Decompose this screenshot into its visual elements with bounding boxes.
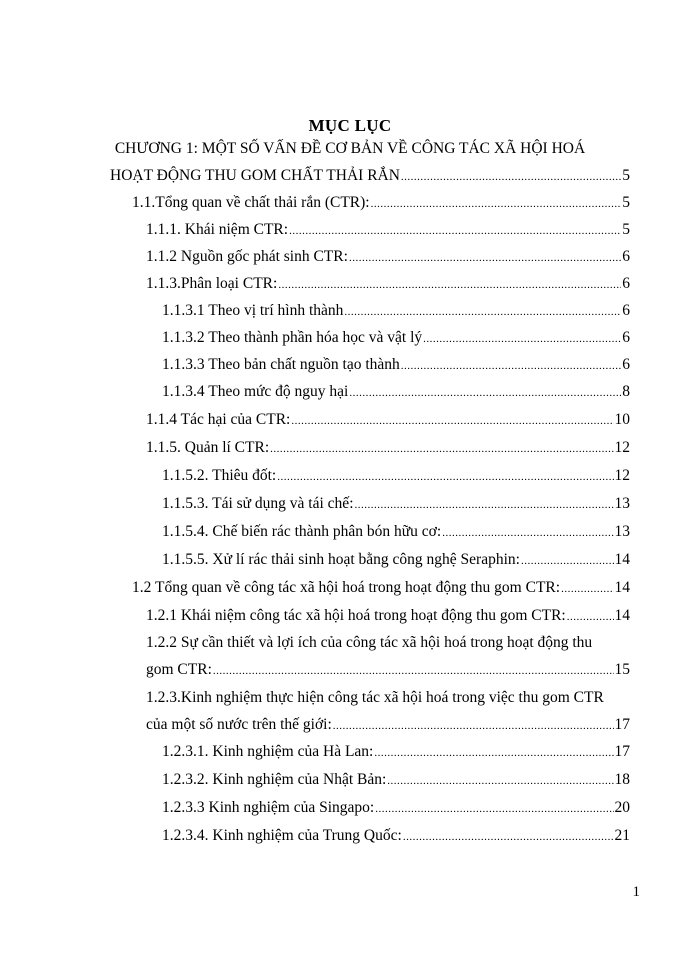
- toc-entry-text: 1.1.3.2 Theo thành phần hóa học và vật lý: [162, 329, 423, 346]
- toc-entry-text: 1.2 Tổng quan về công tác xã hội hoá trong hoạt động thu gom CTR:: [132, 579, 561, 596]
- toc-entry-1-1-3-2: [162, 328, 630, 348]
- toc-entry-1-1: [132, 193, 630, 213]
- toc-entry-page: 18: [614, 771, 630, 788]
- toc-entry-1-2-1: [146, 606, 630, 626]
- toc-entry-text: 1.1.3.4 Theo mức độ nguy hại: [162, 383, 349, 400]
- toc-entry-page: 10: [614, 411, 630, 428]
- toc-entry-page: 17: [614, 716, 630, 733]
- leader-dots: [442, 523, 613, 543]
- toc-entry-text: 1.1.2 Nguồn gốc phát sinh CTR:: [146, 248, 348, 265]
- toc-entry-page: 14: [614, 579, 630, 596]
- leader-dots: [277, 467, 613, 487]
- toc-entry-1-1-3-3: [162, 355, 630, 375]
- toc-entry-text: 1.2.3.4. Kinh nghiệm của Trung Quốc:: [162, 827, 402, 844]
- toc-entry-page: 5: [622, 221, 630, 238]
- leader-dots: [403, 827, 614, 847]
- toc-entry-text: HOẠT ĐỘNG THU GOM CHẤT THẢI RẮN: [110, 167, 400, 184]
- toc-entry-1-1-4: [146, 410, 630, 430]
- toc-entry-text: 1.1.5.5. Xử lí rác thải sinh hoạt bằng công nghệ Seraphin:: [162, 551, 520, 568]
- leader-dots: [561, 579, 613, 599]
- leader-dots: [270, 439, 613, 459]
- leader-dots: [278, 275, 621, 295]
- leader-dots: [401, 356, 621, 376]
- leader-dots: [375, 799, 613, 819]
- toc-entry-1-1-3-4: [162, 382, 630, 402]
- toc-entry-page: 14: [614, 607, 630, 624]
- toc-entry-text: của một số nước trên thế giới:: [146, 716, 332, 733]
- toc-entry-1-2-3-line-1: 1.2.3.Kinh nghiệm thực hiện công tác xã hội hoá trong việc thu gom CTR: [146, 689, 604, 706]
- toc-entry-1-2-3-4: [162, 826, 630, 846]
- toc-entry-page: 5: [622, 167, 630, 184]
- toc-entry-page: 6: [622, 248, 630, 265]
- leader-dots: [423, 329, 621, 349]
- toc-entry-text: 1.1.5.2. Thiêu đốt:: [162, 467, 277, 484]
- leader-dots: [521, 551, 614, 571]
- toc-entry-text: 1.1.4 Tác hại của CTR:: [146, 411, 291, 428]
- toc-entry-text: gom CTR:: [146, 661, 212, 678]
- toc-entry-page: 12: [614, 467, 630, 484]
- leader-dots: [349, 248, 621, 268]
- toc-entry-1-2-3-3: [162, 798, 630, 818]
- leader-dots: [213, 661, 614, 681]
- toc-chapter-1-line-1: CHƯƠNG 1: MỘT SỐ VẤN ĐỀ CƠ BẢN VỀ CÔNG TÁC XÃ HỘI HOÁ: [114, 140, 586, 157]
- toc-entry-chapter-1: [110, 166, 630, 186]
- toc-entry-1-1-3: [146, 274, 630, 294]
- toc-entry-page: 6: [622, 356, 630, 373]
- toc-entry-1-1-5-2: [162, 466, 630, 486]
- toc-entry-page: 13: [614, 495, 630, 512]
- leader-dots: [291, 411, 613, 431]
- leader-dots: [374, 743, 613, 763]
- toc-entry-text: 1.2.3.1. Kinh nghiệm của Hà Lan:: [162, 743, 374, 760]
- toc-entry-1-1-5-3: [162, 494, 630, 514]
- leader-dots: [344, 302, 621, 322]
- toc-entry-page: 20: [614, 799, 630, 816]
- toc-entry-1-2-3-1: [162, 742, 630, 762]
- page-title: MỤC LỤC: [308, 116, 392, 135]
- toc-entry-1-1-5: [146, 438, 630, 458]
- toc-entry-text: 1.1.5.4. Chế biến rác thành phân bón hữu cơ:: [162, 523, 442, 540]
- toc-entry-text: 1.1.Tổng quan về chất thải rắn (CTR):: [132, 194, 370, 211]
- leader-dots: [401, 167, 621, 187]
- leader-dots: [567, 607, 614, 627]
- page-number: 1: [632, 884, 640, 900]
- toc-entry-1-1-1: [146, 220, 630, 240]
- toc-entry-1-2-2: [146, 660, 630, 680]
- toc-entry-1-2-2-line-1: 1.2.2 Sự cần thiết và lợi ích của công tác xã hội hoá trong hoạt động thu: [146, 634, 593, 651]
- toc-entry-1-2-3: [146, 715, 630, 735]
- toc-entry-page: 12: [614, 439, 630, 456]
- toc-entry-page: 14: [614, 551, 630, 568]
- toc-entry-text: 1.1.3.3 Theo bản chất nguồn tạo thành: [162, 356, 400, 373]
- toc-entry-text: 1.2.3.2. Kinh nghiệm của Nhật Bản:: [162, 771, 387, 788]
- leader-dots: [289, 221, 621, 241]
- toc-entry-1-2-3-2: [162, 770, 630, 790]
- leader-dots: [333, 716, 614, 736]
- toc-entry-text: 1.2.1 Khái niệm công tác xã hội hoá trong hoạt động thu gom CTR:: [146, 607, 566, 624]
- toc-entry-text: 1.1.3.Phân loại CTR:: [146, 275, 278, 292]
- toc-entry-page: 6: [622, 329, 630, 346]
- toc-entry-text: 1.1.5.3. Tái sử dụng và tái chế:: [162, 495, 354, 512]
- leader-dots: [349, 383, 621, 403]
- toc-entry-text: 1.1.5. Quản lí CTR:: [146, 439, 270, 456]
- toc-entry-page: 13: [614, 523, 630, 540]
- toc-entry-page: 15: [614, 661, 630, 678]
- toc-entry-1-1-2: [146, 247, 630, 267]
- toc-entry-1-1-5-4: [162, 522, 630, 542]
- toc-entry-page: 21: [614, 827, 630, 844]
- toc-entry-1-2: [132, 578, 630, 598]
- leader-dots: [355, 495, 614, 515]
- leader-dots: [371, 194, 622, 214]
- toc-entry-page: 5: [622, 194, 630, 211]
- toc-entry-page: 6: [622, 302, 630, 319]
- toc-entry-1-1-3-1: [162, 301, 630, 321]
- toc-entry-1-1-5-5: [162, 550, 630, 570]
- toc-entry-page: 6: [622, 275, 630, 292]
- leader-dots: [387, 771, 613, 791]
- toc-entry-page: 8: [622, 383, 630, 400]
- toc-entry-page: 17: [614, 743, 630, 760]
- toc-entry-text: 1.1.3.1 Theo vị trí hình thành: [162, 302, 344, 319]
- toc-entry-text: 1.2.3.3 Kinh nghiệm của Singapo:: [162, 799, 375, 816]
- toc-entry-text: 1.1.1. Khái niệm CTR:: [146, 221, 289, 238]
